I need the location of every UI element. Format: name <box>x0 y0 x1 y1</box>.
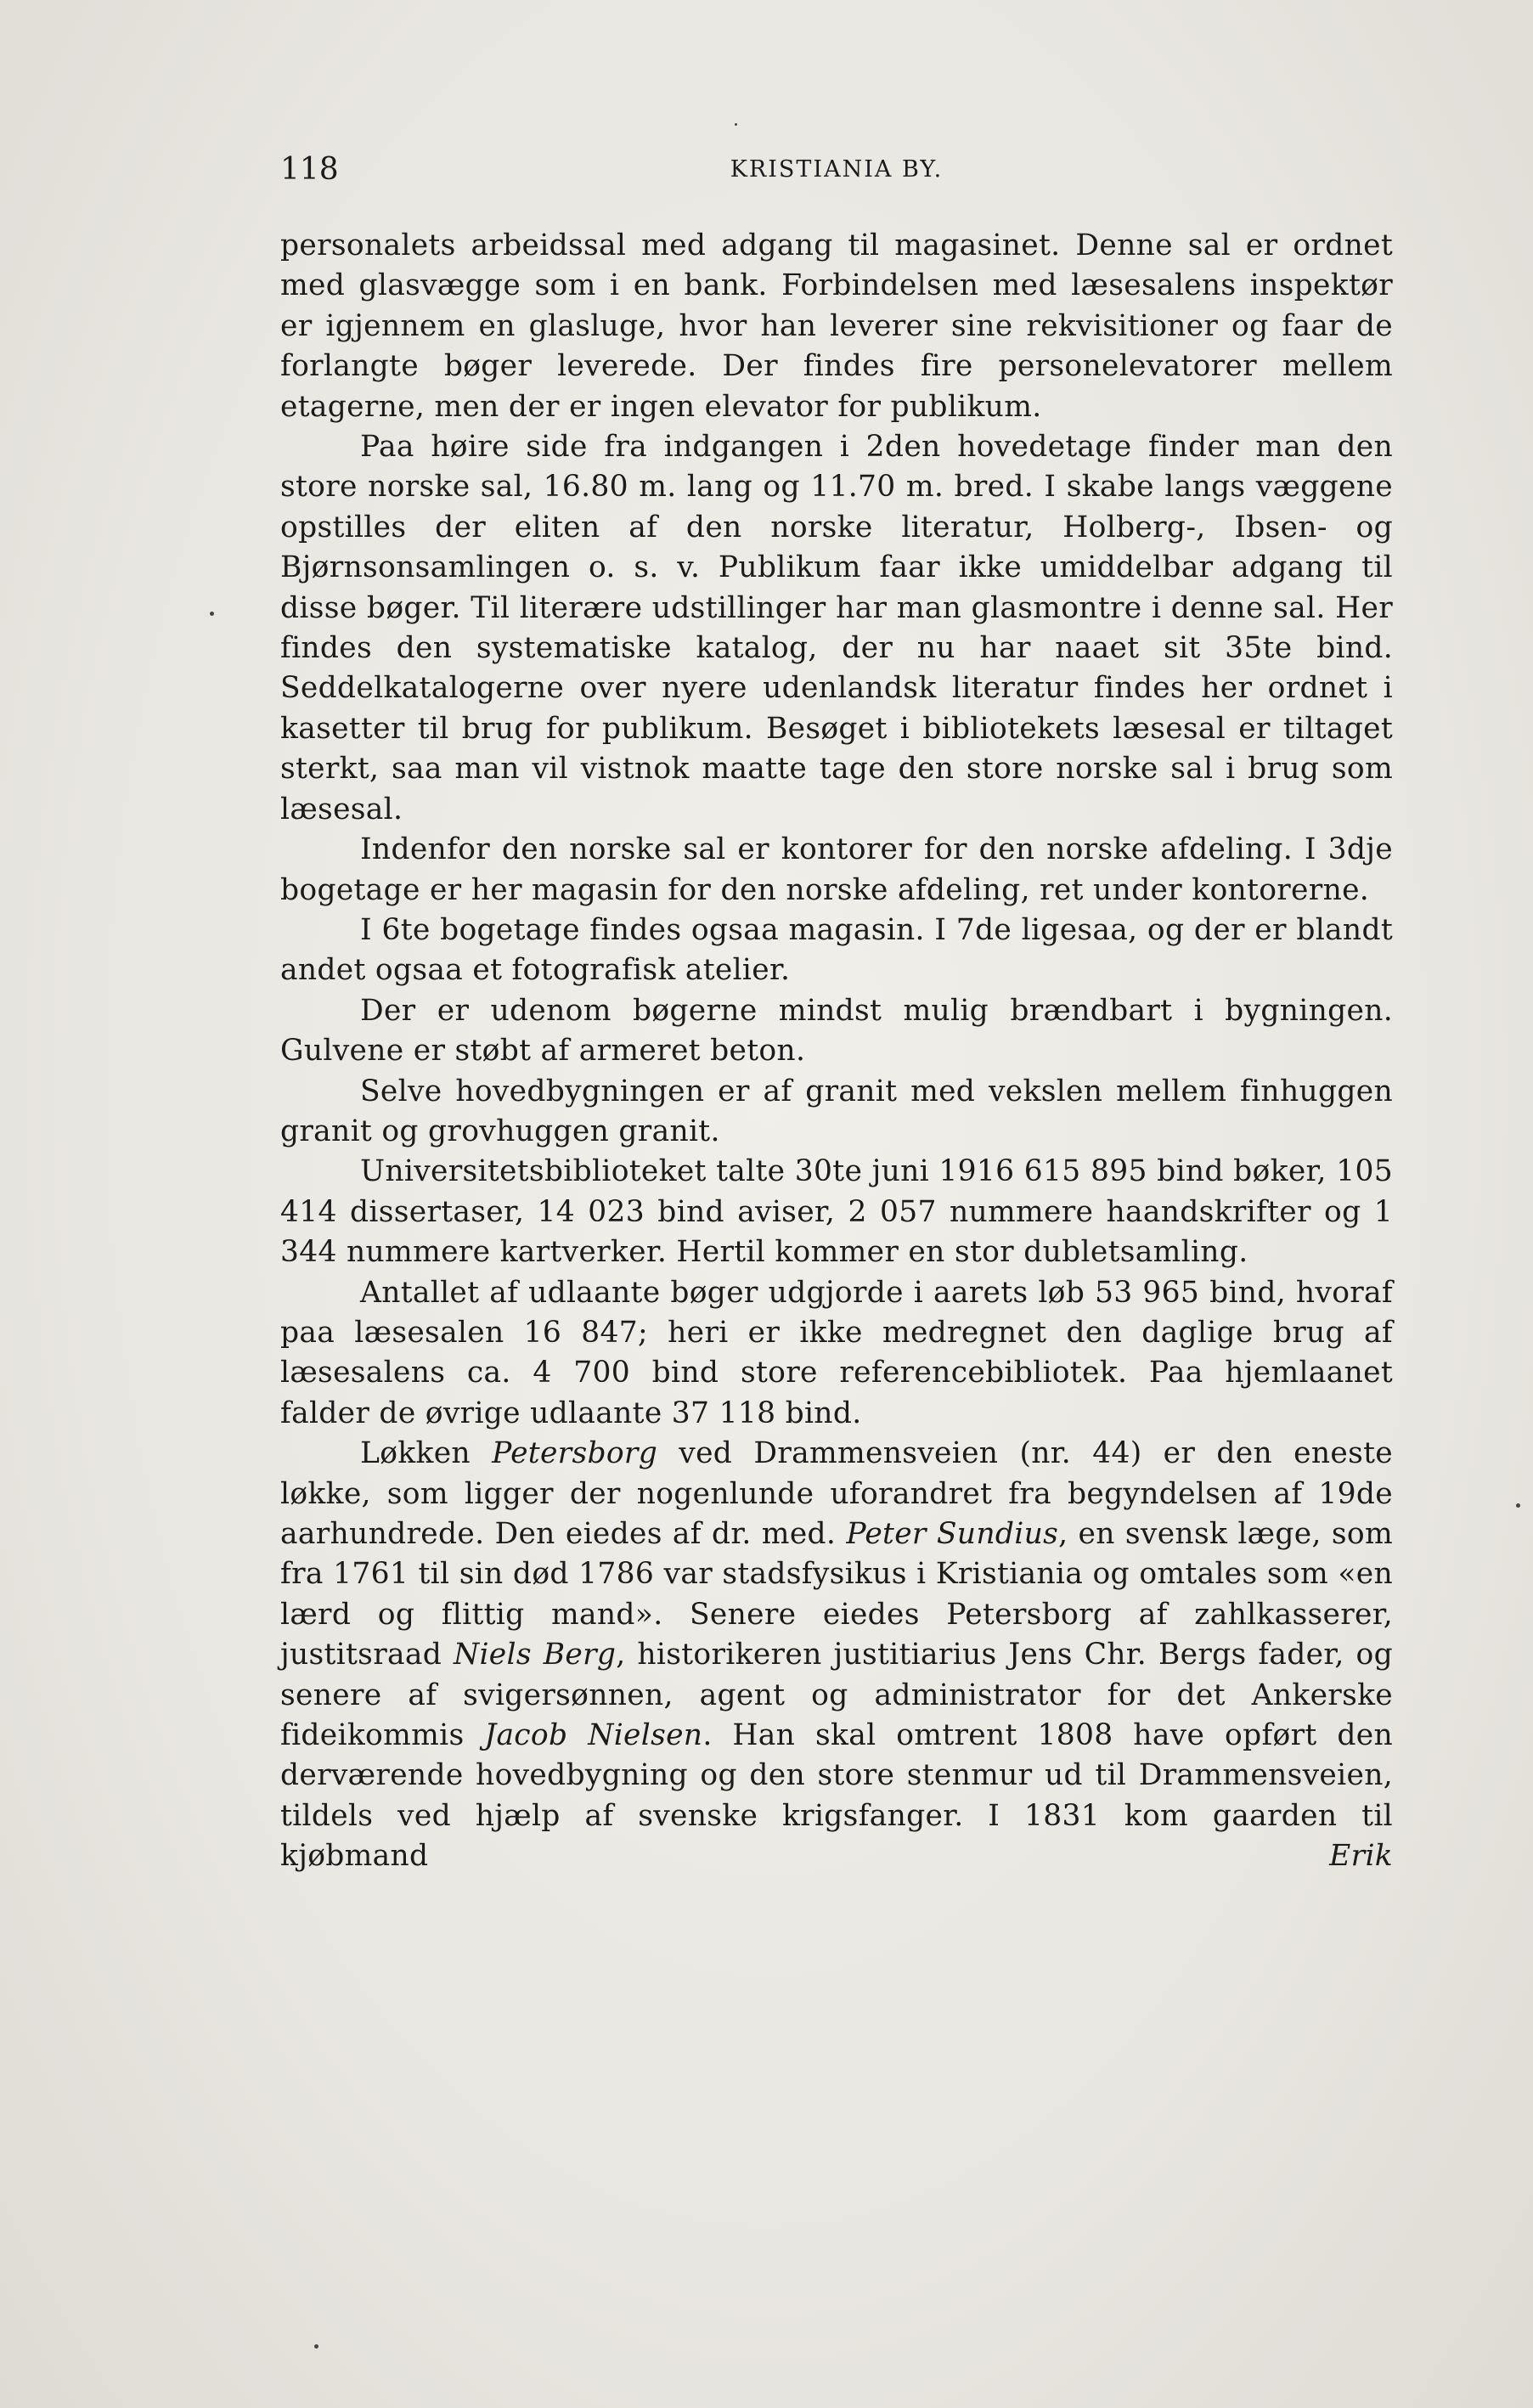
italic-name: Niels Berg <box>453 1638 617 1672</box>
italic-name: Erik <box>1329 1839 1393 1874</box>
paragraph-text: Universitetsbiblioteket talte 30te juni 1916 615 895 bind bøker, 105 414 dissertaser, 14 023 bind aviser, 2 057 nummere haandskrifter og 1 344 nummere kartverker. Hertil kommer en stor dubletsamling. <box>280 1154 1393 1270</box>
paragraph-text: Selve hovedbygningen er af granit med vekslen mellem finhuggen granit og grovhuggen granit. <box>280 1074 1393 1148</box>
paragraph-text: . Han skal omtrent 1808 have opført den derværende hovedbygning og den store stenmur ud til Drammensveien, tildels ved hjælp af svenske krigsfanger. I 1831 kom gaarden til kjøbmand <box>280 1718 1393 1874</box>
paragraph <box>280 991 1393 1072</box>
paragraph <box>280 830 1393 911</box>
paragraph <box>280 1152 1393 1272</box>
paragraph <box>280 1434 1393 1876</box>
paragraph-text: Antallet af udlaante bøger udgjorde i aarets løb 53 965 bind, hvoraf paa læsesalen 16 847; heri er ikke medregnet den daglige brug af læsesalens ca. 4 700 bind store referencebibliotek. Paa hjemlaanet falder de øvrige udlaante 37 118 bind. <box>280 1275 1393 1430</box>
page-header <box>280 146 1393 194</box>
paragraph-text: Der er udenom bøgerne mindst mulig brændbart i bygningen. Gulvene er støbt af armeret beton. <box>280 993 1393 1069</box>
scan-speck <box>735 123 737 126</box>
paragraph-text: , historikeren justitiarius Jens Chr. Bergs fader, og senere af svigersønnen, agent og administrator for det Ankerske fideikommis <box>280 1638 1393 1753</box>
paragraph-text: , en svensk læge, som fra 1761 til sin død 1786 var stadsfysikus i Kristiania og omtales som «en lærd og flittig mand». Senere eiedes Petersborg af zahlkasserer, justitsraad <box>280 1517 1393 1672</box>
paragraph-text: Indenfor den norske sal er kontorer for den norske afdeling. I 3dje bogetage er her magasin for den norske afdeling, ret under kontorerne. <box>280 832 1393 907</box>
paragraph-text: I 6te bogetage findes ogsaa magasin. I 7de ligesaa, og der er blandt andet ogsaa et fotografisk atelier. <box>280 912 1393 988</box>
scan-speck <box>314 2344 318 2349</box>
body-text <box>280 226 1393 1877</box>
paragraph-text: Paa høire side fra indgangen i 2den hovedetage finder man den store norske sal, 16.80 m. lang og 11.70 m. bred. I skabe langs væggene opstilles der eliten af den norske literatur, Holberg-, Ibsen- og Bjørnsonsamlingen o. s. v. Publikum faar ikke umiddelbar adgang til disse bøger. Til literære udstillinger har man glasmontre i denne sal. Her findes den systematiske katalog, der nu har naaet sit 35te bind. Seddelkatalogerne over nyere udenlandsk literatur findes her ordnet i kasetter til brug for publikum. Besøget i bibliotekets læsesal er tiltaget sterkt, saa man vil vistnok maatte tage den store norske sal i brug som læsesal. <box>280 430 1393 826</box>
italic-name: Petersborg <box>492 1436 658 1471</box>
paragraph-text: Løkken <box>360 1436 493 1471</box>
scan-speck <box>210 612 214 616</box>
paragraph <box>280 226 1393 427</box>
italic-name: Jacob Nielsen <box>484 1718 703 1753</box>
paragraph <box>280 427 1393 830</box>
page-number: 118 <box>280 152 339 187</box>
italic-name: Peter Sundius <box>846 1517 1059 1551</box>
paragraph-text: personalets arbeidssal med adgang til magasinet. Denne sal er ordnet med glasvægge som i en bank. Forbindelsen med læsesalens inspektør er igjennem en glasluge, hvor han leverer sine rekvisitioner og faar de forlangte bøger leverede. Der findes fire personelevatorer mellem etagerne, men der er ingen elevator for publikum. <box>280 228 1393 424</box>
running-head: KRISTIANIA BY. <box>730 156 944 183</box>
paragraph <box>280 1072 1393 1153</box>
scan-speck <box>1516 1503 1520 1508</box>
paragraph-text: ved Drammensveien (nr. 44) er den eneste løkke, som ligger der nogenlunde uforandret fra begyndelsen af 19de aarhundrede. Den eiedes af dr. med. <box>280 1436 1393 1551</box>
paragraph <box>280 911 1393 991</box>
paragraph <box>280 1273 1393 1435</box>
